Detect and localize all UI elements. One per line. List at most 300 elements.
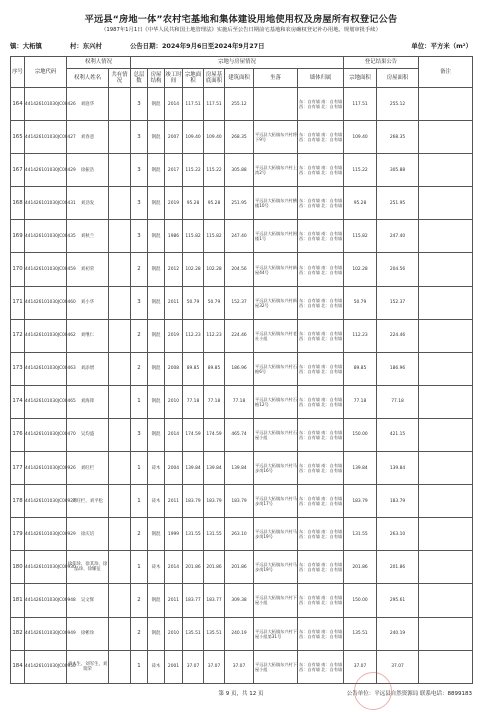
cell-note xyxy=(419,551,473,584)
cell-land-area: 139.84 xyxy=(183,452,204,485)
cell-structure: 钢混 xyxy=(148,518,165,551)
cell-co-owner xyxy=(109,352,131,385)
cell-reg-build: 204.56 xyxy=(377,253,419,286)
cell-co-owner xyxy=(109,88,131,121)
cell-bounds: 东：自有墙 南：自有墙 西：自有墙 北：自有墙 xyxy=(298,584,344,617)
cell-year: 2011 xyxy=(165,485,183,518)
cell-floors: 1 xyxy=(131,452,148,485)
table-row xyxy=(11,452,473,485)
cell-reg-build: 77.18 xyxy=(377,385,419,418)
cell-location: 平远县大柘镇东兴村老社小组 xyxy=(254,319,298,352)
cell-seq: 172 xyxy=(11,319,25,352)
cell-build-area: 263.10 xyxy=(225,518,254,551)
cell-note xyxy=(419,584,473,617)
cell-location: 平远县大柘镇东兴村横楼10号 xyxy=(254,187,298,220)
cell-co-owner xyxy=(109,220,131,253)
cell-note xyxy=(419,319,473,352)
cell-year: 2008 xyxy=(165,352,183,385)
table-body xyxy=(11,88,473,684)
cell-holder: 刘庭华 xyxy=(67,88,109,121)
issuer-signature: 公告单位：平远县自然资源局 联系电话：8899183 xyxy=(346,691,472,697)
cell-code: 441426101030JC00950 xyxy=(25,650,67,683)
cell-reg-build: 183.79 xyxy=(377,485,419,518)
cell-build-area: 465.74 xyxy=(225,418,254,451)
cell-base-area: 77.18 xyxy=(204,385,225,418)
cell-seq: 180 xyxy=(11,551,25,584)
unit-label: 单位：平方米（m²） xyxy=(411,42,472,50)
cell-reg-land: 139.84 xyxy=(344,452,377,485)
cell-base-area: 131.55 xyxy=(204,518,225,551)
cell-holder: 刘秋兰 xyxy=(67,220,109,253)
cell-land-area: 112.23 xyxy=(183,319,204,352)
cell-floors: 3 xyxy=(131,286,148,319)
cell-bounds: 东：自有墙 南：自有墙 西：自有墙 北：自有墙 xyxy=(298,551,344,584)
table-row xyxy=(11,650,473,683)
cell-co-owner xyxy=(109,518,131,551)
cell-land-area: 109.40 xyxy=(183,121,204,154)
cell-year: 2010 xyxy=(165,385,183,418)
cell-year: 2014 xyxy=(165,551,183,584)
cell-note xyxy=(419,385,473,418)
cell-location: 平远县大柘镇东兴村将下9号 xyxy=(254,121,298,154)
cell-structure: 钢混 xyxy=(148,352,165,385)
cell-land-area: 37.07 xyxy=(183,650,204,683)
cell-floors: 2 xyxy=(131,319,148,352)
cell-bounds: 东：自有墙 南：自有墙 西：自有墙 北：自有墙 xyxy=(298,617,344,650)
cell-floors: 3 xyxy=(131,418,148,451)
cell-structure: 砖木 xyxy=(148,551,165,584)
cell-base-area: 102.28 xyxy=(204,253,225,286)
table-row xyxy=(11,352,473,385)
cell-co-owner xyxy=(109,253,131,286)
cell-year: 1999 xyxy=(165,518,183,551)
cell-note xyxy=(419,518,473,551)
cell-land-area: 89.85 xyxy=(183,352,204,385)
cell-location: 平远县大柘镇东兴村石屋小组 xyxy=(254,418,298,451)
cell-base-area: 174.59 xyxy=(204,418,225,451)
cell-year: 2010 xyxy=(165,617,183,650)
cell-bounds: 东：自有墙 南：自有墙 西：自有墙 北：自有墙 xyxy=(298,286,344,319)
cell-code: 441426101030JC00949 xyxy=(25,617,67,650)
cell-reg-land: 150.00 xyxy=(344,418,377,451)
cell-code: 441426101030JC00926 xyxy=(25,452,67,485)
cell-location: 平远县大柘镇东兴村围楼1号 xyxy=(254,220,298,253)
cell-base-area: 201.86 xyxy=(204,551,225,584)
cell-code: 441426101030JC00927 xyxy=(25,485,67,518)
cell-reg-land: 95.28 xyxy=(344,187,377,220)
cell-note xyxy=(419,121,473,154)
cell-code: 441426101030JC00930 xyxy=(25,551,67,584)
cell-floors: 3 xyxy=(131,220,148,253)
cell-build-area: 37.07 xyxy=(225,650,254,683)
cell-code: 441426101030JC00462 xyxy=(25,319,67,352)
cell-build-area: 305.88 xyxy=(225,154,254,187)
cell-reg-land: 117.51 xyxy=(344,88,377,121)
cell-seq: 179 xyxy=(11,518,25,551)
cell-code: 441426101030JC00459 xyxy=(25,253,67,286)
table-row xyxy=(11,385,473,418)
village-label: 村：东兴村 xyxy=(70,42,102,50)
col-note: 备注 xyxy=(419,57,473,88)
cell-structure: 砖木 xyxy=(148,650,165,683)
cell-co-owner xyxy=(109,551,131,584)
cell-base-area: 109.40 xyxy=(204,121,225,154)
cell-year: 2011 xyxy=(165,584,183,617)
cell-land-area: 50.79 xyxy=(183,286,204,319)
cell-structure: 钢混 xyxy=(148,418,165,451)
cell-location: 平远县大柘镇东兴村上湾2号 xyxy=(254,154,298,187)
cell-bounds: 东：自有墙 南：自有墙 西：自有墙 北：自有墙 xyxy=(298,121,344,154)
registration-table xyxy=(10,56,473,684)
cell-co-owner xyxy=(109,452,131,485)
cell-reg-build: 263.10 xyxy=(377,518,419,551)
cell-holder: 刘初荣 xyxy=(67,253,109,286)
cell-reg-build: 186.96 xyxy=(377,352,419,385)
cell-code: 441426101030JC00465 xyxy=(25,385,67,418)
cell-location: 平远县大柘镇东兴村新屋44号 xyxy=(254,253,298,286)
table-row xyxy=(11,617,473,650)
cell-note xyxy=(419,187,473,220)
cell-note xyxy=(419,352,473,385)
cell-holder: 徐振浩 xyxy=(67,154,109,187)
cell-reg-land: 50.79 xyxy=(344,286,377,319)
cell-note xyxy=(419,485,473,518)
cell-floors: 2 xyxy=(131,352,148,385)
col-base-area: 房屋基底面积 xyxy=(204,69,225,88)
table-row xyxy=(11,220,473,253)
period-label: 公告日期：2024年9月6日至2024年9月27日 xyxy=(130,42,265,50)
cell-holder: 吴文辉 xyxy=(67,584,109,617)
cell-reg-build: 224.46 xyxy=(377,319,419,352)
cell-structure: 钢混 xyxy=(148,319,165,352)
cell-reg-land: 102.28 xyxy=(344,253,377,286)
cell-bounds: 东：自有墙 南：自有墙 西：自有墙 北：自有墙 xyxy=(298,319,344,352)
cell-structure: 钢混 xyxy=(148,584,165,617)
cell-base-area: 50.79 xyxy=(204,286,225,319)
cell-base-area: 117.51 xyxy=(204,88,225,121)
cell-year: 2007 xyxy=(165,121,183,154)
cell-reg-build: 268.35 xyxy=(377,121,419,154)
cell-build-area: 186.96 xyxy=(225,352,254,385)
table-row xyxy=(11,518,473,551)
cell-reg-build: 247.40 xyxy=(377,220,419,253)
cell-land-area: 183.79 xyxy=(183,485,204,518)
cell-location: 平远县大柘镇东兴村马步岗19号 xyxy=(254,518,298,551)
cell-co-owner xyxy=(109,418,131,451)
cell-build-area: 251.95 xyxy=(225,187,254,220)
col-year: 竣工时间 xyxy=(165,69,183,88)
cell-seq: 184 xyxy=(11,650,25,683)
cell-build-area: 77.18 xyxy=(225,385,254,418)
cell-year: 2004 xyxy=(165,452,183,485)
cell-bounds: 东：自有墙 南：自有墙 西：自有墙 北：自有墙 xyxy=(298,385,344,418)
cell-seq: 176 xyxy=(11,418,25,451)
cell-code: 441426101030JC00435 xyxy=(25,220,67,253)
cell-co-owner xyxy=(109,617,131,650)
cell-location: 平远县大柘镇东兴村新屋32号 xyxy=(254,286,298,319)
col-seq: 序号 xyxy=(11,57,25,88)
cell-bounds: 东：自有墙 南：自有墙 西：自有墙 北：自有墙 xyxy=(298,650,344,683)
cell-reg-land: 77.18 xyxy=(344,385,377,418)
cell-build-area: 201.86 xyxy=(225,551,254,584)
cell-year: 2017 xyxy=(165,154,183,187)
table-row xyxy=(11,485,473,518)
cell-structure: 钢混 xyxy=(148,88,165,121)
cell-reg-build: 139.84 xyxy=(377,452,419,485)
cell-location: 平远县大柘镇东兴村石檐12号 xyxy=(254,385,298,418)
cell-location: 平远县大柘镇东兴村下屋小组 xyxy=(254,584,298,617)
cell-co-owner xyxy=(109,485,131,518)
cell-bounds: 东：自有墙 南：自有墙 西：自有墙 北：自有墙 xyxy=(298,485,344,518)
cell-seq: 164 xyxy=(11,88,25,121)
cell-reg-land: 112.23 xyxy=(344,319,377,352)
cell-bounds: 东：自有墙 南：自有墙 西：自有墙 北：自有墙 xyxy=(298,352,344,385)
cell-floors: 2 xyxy=(131,253,148,286)
cell-co-owner xyxy=(109,187,131,220)
cell-base-area: 37.07 xyxy=(204,650,225,683)
col-floors: 总层数 xyxy=(131,69,148,88)
col-reg-group: 登记结果公告 xyxy=(344,57,419,69)
cell-structure: 砖木 xyxy=(148,452,165,485)
cell-co-owner xyxy=(109,650,131,683)
cell-seq: 181 xyxy=(11,584,25,617)
cell-reg-build: 251.95 xyxy=(377,187,419,220)
cell-note xyxy=(419,88,473,121)
cell-bounds: 东：自有墙 南：自有墙 西：自有墙 北：自有墙 xyxy=(298,154,344,187)
cell-land-area: 95.28 xyxy=(183,187,204,220)
cell-holder: 徐彬珍 xyxy=(67,617,109,650)
cell-code: 441426101030JC00426 xyxy=(25,88,67,121)
cell-holder: 徐庆培 xyxy=(67,518,109,551)
cell-holder: 吴均盛 xyxy=(67,418,109,451)
cell-code: 441426101030JC00427 xyxy=(25,121,67,154)
cell-structure: 钢混 xyxy=(148,121,165,154)
page-title: 平远县“房地一体”农村宅基地和集体建设用地使用权及房屋所有权登记公告 xyxy=(84,14,398,25)
cell-co-owner xyxy=(109,385,131,418)
table-row xyxy=(11,551,473,584)
cell-floors: 2 xyxy=(131,518,148,551)
cell-structure: 钢混 xyxy=(148,617,165,650)
cell-land-area: 77.18 xyxy=(183,385,204,418)
cell-reg-land: 131.55 xyxy=(344,518,377,551)
cell-build-area: 247.40 xyxy=(225,220,254,253)
table-row xyxy=(11,286,473,319)
cell-structure: 钢混 xyxy=(148,187,165,220)
cell-build-area: 309.38 xyxy=(225,584,254,617)
cell-location: 平远县大柘镇东兴村马步岗17号 xyxy=(254,485,298,518)
cell-location: 平远县大柘镇东兴村下屋小组第31号 xyxy=(254,617,298,650)
cell-year: 2011 xyxy=(165,286,183,319)
cell-co-owner xyxy=(109,319,131,352)
cell-code: 441426101030JC00463 xyxy=(25,352,67,385)
cell-build-area: 255.12 xyxy=(225,88,254,121)
cell-structure: 钢混 xyxy=(148,385,165,418)
col-build-area: 建筑面积 xyxy=(225,69,254,88)
col-rights-group: 权利人情况 xyxy=(67,57,131,69)
cell-seq: 165 xyxy=(11,121,25,154)
cell-code: 441426101030JC00429 xyxy=(25,154,67,187)
table-row xyxy=(11,187,473,220)
table-row xyxy=(11,154,473,187)
cell-land-area: 115.82 xyxy=(183,220,204,253)
cell-seq: 174 xyxy=(11,385,25,418)
cell-year: 2014 xyxy=(165,88,183,121)
cell-seq: 168 xyxy=(11,187,25,220)
cell-structure: 钢混 xyxy=(148,220,165,253)
cell-location: 平远县大柘镇东兴村马步岗19号 xyxy=(254,551,298,584)
cell-reg-land: 109.40 xyxy=(344,121,377,154)
announcement-meta xyxy=(10,41,472,53)
cell-reg-build: 255.12 xyxy=(377,88,419,121)
cell-location: 平远县大柘镇东兴村下屋小组 xyxy=(254,650,298,683)
cell-bounds: 东：自有墙 南：自有墙 西：自有墙 北：自有墙 xyxy=(298,253,344,286)
cell-co-owner xyxy=(109,286,131,319)
cell-reg-land: 37.07 xyxy=(344,650,377,683)
col-location: 坐落 xyxy=(254,69,298,88)
cell-seq: 171 xyxy=(11,286,25,319)
cell-bounds: 东：自有墙 南：自有墙 西：自有墙 北：自有墙 xyxy=(298,518,344,551)
cell-seq: 169 xyxy=(11,220,25,253)
cell-base-area: 139.84 xyxy=(204,452,225,485)
cell-structure: 钢混 xyxy=(148,286,165,319)
cell-structure: 钢混 xyxy=(148,154,165,187)
cell-year: 2019 xyxy=(165,187,183,220)
cell-note xyxy=(419,452,473,485)
cell-structure: 砖木 xyxy=(148,485,165,518)
cell-land-area: 102.28 xyxy=(183,253,204,286)
cell-reg-build: 240.19 xyxy=(377,617,419,650)
cell-land-area: 117.51 xyxy=(183,88,204,121)
cell-reg-land: 89.85 xyxy=(344,352,377,385)
cell-holder: 刘继仁 xyxy=(67,319,109,352)
cell-land-area: 174.59 xyxy=(183,418,204,451)
cell-seq: 173 xyxy=(11,352,25,385)
col-reg-land: 宗地面积 xyxy=(344,69,377,88)
cell-holder: 刘旺栏 xyxy=(67,452,109,485)
cell-year: 2019 xyxy=(165,319,183,352)
table-row xyxy=(11,88,473,121)
cell-land-area: 115.22 xyxy=(183,154,204,187)
col-structure: 房屋结构 xyxy=(148,69,165,88)
cell-seq: 177 xyxy=(11,452,25,485)
cell-code: 441426101030JC00470 xyxy=(25,418,67,451)
cell-holder: 刘海锋 xyxy=(67,385,109,418)
cell-land-area: 183.77 xyxy=(183,584,204,617)
table-header xyxy=(11,57,473,88)
cell-reg-build: 37.07 xyxy=(377,650,419,683)
cell-build-area: 204.56 xyxy=(225,253,254,286)
cell-floors: 2 xyxy=(131,617,148,650)
table-row xyxy=(11,319,473,352)
col-land-area: 宗地面积 xyxy=(183,69,204,88)
cell-holder: 刘小华 xyxy=(67,286,109,319)
cell-note xyxy=(419,418,473,451)
cell-year: 1986 xyxy=(165,220,183,253)
cell-base-area: 112.23 xyxy=(204,319,225,352)
cell-note xyxy=(419,286,473,319)
col-holder: 权利人姓名 xyxy=(67,69,109,88)
cell-holder: 刘劲发 xyxy=(67,187,109,220)
cell-build-area: 183.79 xyxy=(225,485,254,518)
cell-bounds: 东：自有墙 南：自有墙 西：自有墙 北：自有墙 xyxy=(298,452,344,485)
table-row xyxy=(11,418,473,451)
table-row xyxy=(11,121,473,154)
cell-structure: 钢混 xyxy=(148,253,165,286)
cell-holder: 刘春意 xyxy=(67,121,109,154)
cell-reg-land: 115.22 xyxy=(344,154,377,187)
cell-reg-build: 201.86 xyxy=(377,551,419,584)
cell-bounds: 东：自有墙 南：自有墙 西：自有墙 北：自有墙 xyxy=(298,88,344,121)
cell-year: 2001 xyxy=(165,650,183,683)
cell-base-area: 115.82 xyxy=(204,220,225,253)
cell-reg-land: 115.82 xyxy=(344,220,377,253)
cell-floors: 1 xyxy=(131,385,148,418)
cell-base-area: 183.77 xyxy=(204,584,225,617)
page-subtitle: （1987年1月1日《中华人民共和国土地管理法》实施后至公告日期前宅基地和农房确权登记补办用地、规划审批手续） xyxy=(101,27,381,33)
cell-holder: 刘木生、刘军生、刘瑞荣 xyxy=(67,650,109,683)
cell-floors: 3 xyxy=(131,154,148,187)
cell-holder: 徐伟珍、徐其珍、徐晶珍、徐耀征 xyxy=(67,551,109,584)
cell-base-area: 183.79 xyxy=(204,485,225,518)
cell-base-area: 89.85 xyxy=(204,352,225,385)
cell-floors: 3 xyxy=(131,121,148,154)
cell-reg-build: 305.88 xyxy=(377,154,419,187)
cell-floors: 3 xyxy=(131,187,148,220)
cell-note xyxy=(419,650,473,683)
cell-base-area: 135.51 xyxy=(204,617,225,650)
cell-floors: 1 xyxy=(131,650,148,683)
cell-seq: 182 xyxy=(11,617,25,650)
cell-location: 平远县大柘镇东兴村马步岗16号 xyxy=(254,452,298,485)
cell-location: 平远县大柘镇东兴村石檐6号 xyxy=(254,352,298,385)
cell-reg-land: 135.51 xyxy=(344,617,377,650)
cell-code: 441426101030JC00460 xyxy=(25,286,67,319)
col-reg-build: 房屋面积 xyxy=(377,69,419,88)
cell-bounds: 东：自有墙 南：自有墙 西：自有墙 北：自有墙 xyxy=(298,220,344,253)
cell-reg-build: 421.15 xyxy=(377,418,419,451)
col-house-group: 宗地与房屋情况 xyxy=(131,57,344,69)
cell-floors: 3 xyxy=(131,88,148,121)
cell-code: 441426101030JC00929 xyxy=(25,518,67,551)
cell-holder: 刘旺栏、刘平松 xyxy=(67,485,109,518)
cell-build-area: 152.37 xyxy=(225,286,254,319)
table-row xyxy=(11,584,473,617)
cell-reg-build: 295.61 xyxy=(377,584,419,617)
cell-code: 441426101030JC00431 xyxy=(25,187,67,220)
cell-seq: 178 xyxy=(11,485,25,518)
cell-floors: 1 xyxy=(131,485,148,518)
col-code: 宗地代码 xyxy=(25,57,67,88)
cell-land-area: 135.51 xyxy=(183,617,204,650)
cell-land-area: 131.55 xyxy=(183,518,204,551)
cell-co-owner xyxy=(109,154,131,187)
cell-seq: 170 xyxy=(11,253,25,286)
cell-base-area: 95.28 xyxy=(204,187,225,220)
cell-reg-land: 201.86 xyxy=(344,551,377,584)
cell-reg-land: 150.00 xyxy=(344,584,377,617)
cell-build-area: 139.84 xyxy=(225,452,254,485)
cell-reg-land: 183.79 xyxy=(344,485,377,518)
cell-code: 441426101030JC00948 xyxy=(25,584,67,617)
cell-reg-build: 152.37 xyxy=(377,286,419,319)
cell-floors: 1 xyxy=(131,551,148,584)
cell-base-area: 115.22 xyxy=(204,154,225,187)
cell-note xyxy=(419,220,473,253)
col-co-owner: 共有情况 xyxy=(109,69,131,88)
cell-floors: 2 xyxy=(131,584,148,617)
cell-build-area: 240.19 xyxy=(225,617,254,650)
cell-year: 2014 xyxy=(165,418,183,451)
